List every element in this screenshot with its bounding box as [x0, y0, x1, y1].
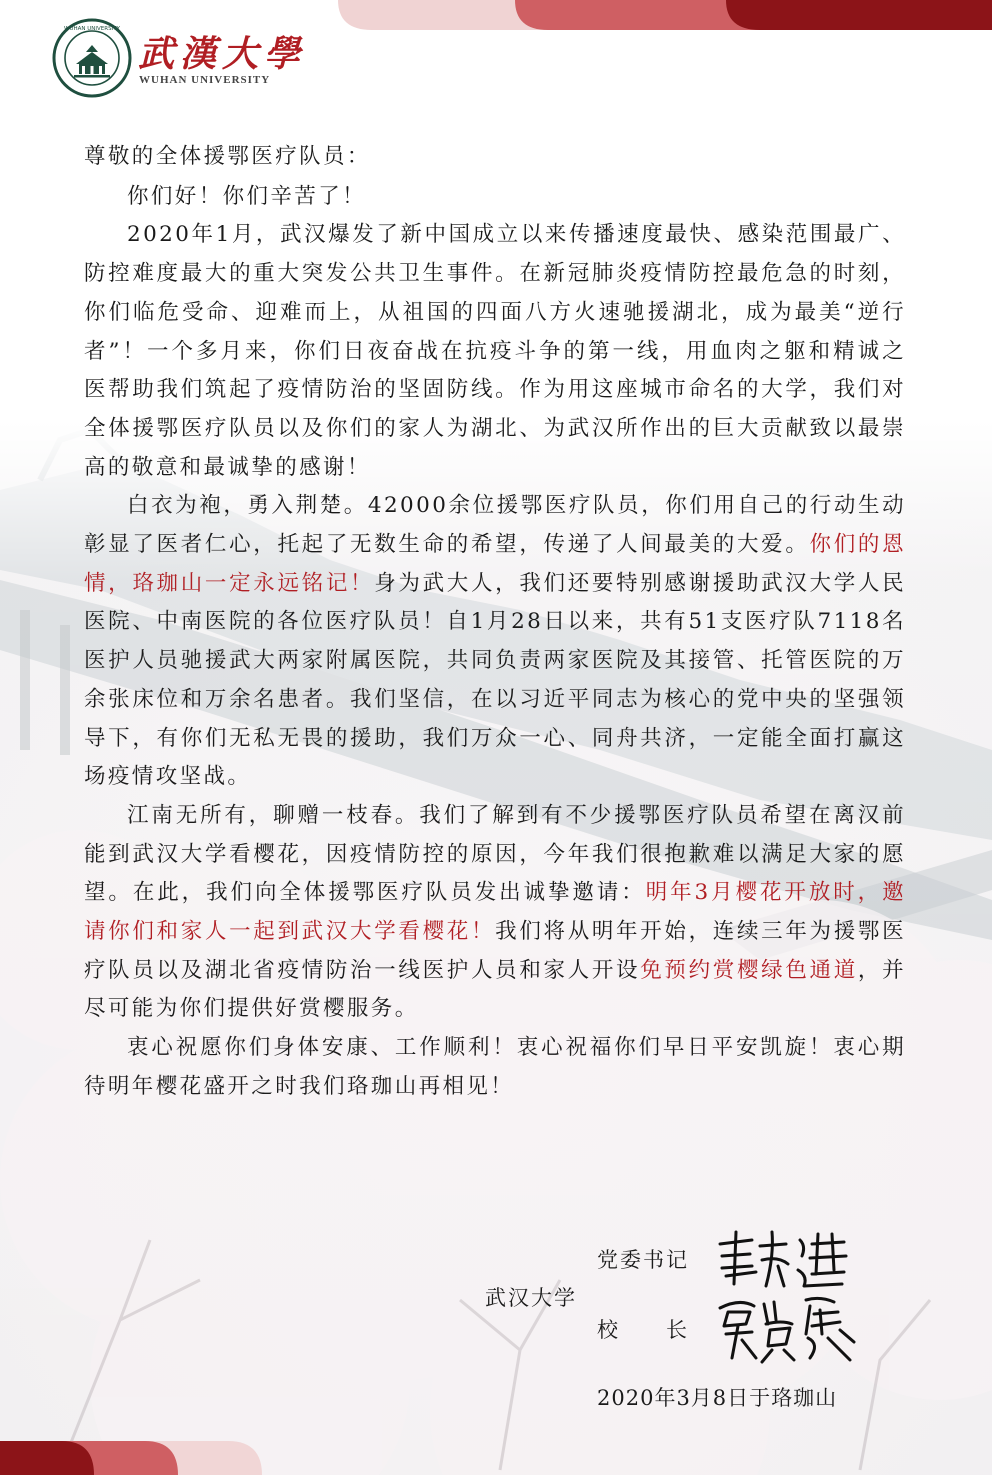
letter-salutation: 尊敬的全体援鄂医疗队员： [84, 144, 371, 169]
paragraph-3-text-e: ，并尽可能为你们提供好赏樱服务。 [84, 957, 907, 1022]
role-2-char-a: 校 [597, 1318, 620, 1342]
university-emblem-logo [52, 18, 132, 98]
paragraph-2-highlight: 你们的恩情，珞珈山一定永远铭记！ [84, 532, 906, 596]
paragraph-3-highlight-channel: 免预约赏樱绿色通道 [640, 957, 858, 983]
letter-greeting: 你们好！你们辛苦了！ [127, 183, 367, 209]
letter-paragraph-3 [84, 797, 906, 1029]
handwritten-signature-1 [712, 1226, 852, 1296]
letter-paragraph-4: 衷心祝愿你们身体安康、工作顺利！衷心祝福你们早日平安凯旋！衷心期待明年樱花盛开之时我们珞珈山再相见！ [84, 1035, 906, 1099]
paragraph-3-highlight-invitation: 明年3月樱花开放时，邀请你们和家人一起到武汉大学看樱花！ [84, 880, 906, 945]
paragraph-2-text-c: 身为武大人，我们还要特别感谢援助武汉大学人民医院、中南医院的各位医疗队员！自1月28日以来，共有51支医疗队7118名医护人员驰援武大两家附属医院，共同负责两家医院及其接管、托管医院的万余张床位和万余名患者。我们坚信，在以习近平同志为核心的党中央的坚强领导下，有你们无私无畏的援助，我们万众一心、同舟共济，一定能全面打赢这场疫情攻坚战。 [84, 570, 906, 790]
university-name-english: WUHAN UNIVERSITY [139, 74, 271, 86]
emblem-ring-text: WUHAN UNIVERSITY [64, 26, 120, 32]
paragraph-3-text-a: 江南无所有，聊赠一枝春。我们了解到有不少援鄂医疗队员希望在离汉前能到武汉大学看樱花，因疫情防控的原因，今年我们很抱歉难以满足大家的愿望。在此，我们向全体援鄂医疗队员发出诚挚邀请： [84, 802, 906, 906]
signature-role-president [597, 1314, 689, 1344]
letter-paragraph-1: 2020年1月，武汉爆发了新中国成立以来传播速度最快、感染范围最广、防控难度最大的重大突发公共卫生事件。在新冠肺炎疫情防控最危急的时刻，你们临危受命、迎难而上，从祖国的四面八方火速驰援湖北，成为最美“逆行者”！一个多月来，你们日夜奋战在抗疫斗争的第一线，用血肉之躯和精诚之医帮助我们筑起了疫情防治的坚固防线。作为用这座城市命名的大学，我们对全体援鄂医疗队员以及你们的家人为湖北、为武汉所作出的巨大贡献致以最崇高的敬意和最诚挚的感谢！ [84, 222, 906, 480]
paragraph-3-text-c: 我们将从明年开始，连续三年为援鄂医疗队员以及湖北省疫情防治一线医护人员和家人开设 [84, 919, 906, 983]
letter-paragraph-2 [84, 487, 906, 797]
letter-body [84, 138, 906, 1107]
bottom-decorative-band [0, 1433, 992, 1475]
paragraph-2-text-a: 白衣为袍，勇入荆楚。42000余位援鄂医疗队员，你们用自己的行动生动彰显了医者仁心，托起了无数生命的希望，传递了人间最美的大爱。 [84, 493, 906, 558]
handwritten-signature-2 [710, 1294, 860, 1366]
role-2-char-b: 长 [666, 1318, 689, 1342]
letter-date: 2020年3月8日于珞珈山 [597, 1386, 838, 1410]
signature-organization: 武汉大学 [485, 1286, 577, 1310]
university-name-chinese: 武漢大學 [138, 33, 307, 75]
signature-role-party-secretary: 党委书记 [597, 1248, 689, 1272]
